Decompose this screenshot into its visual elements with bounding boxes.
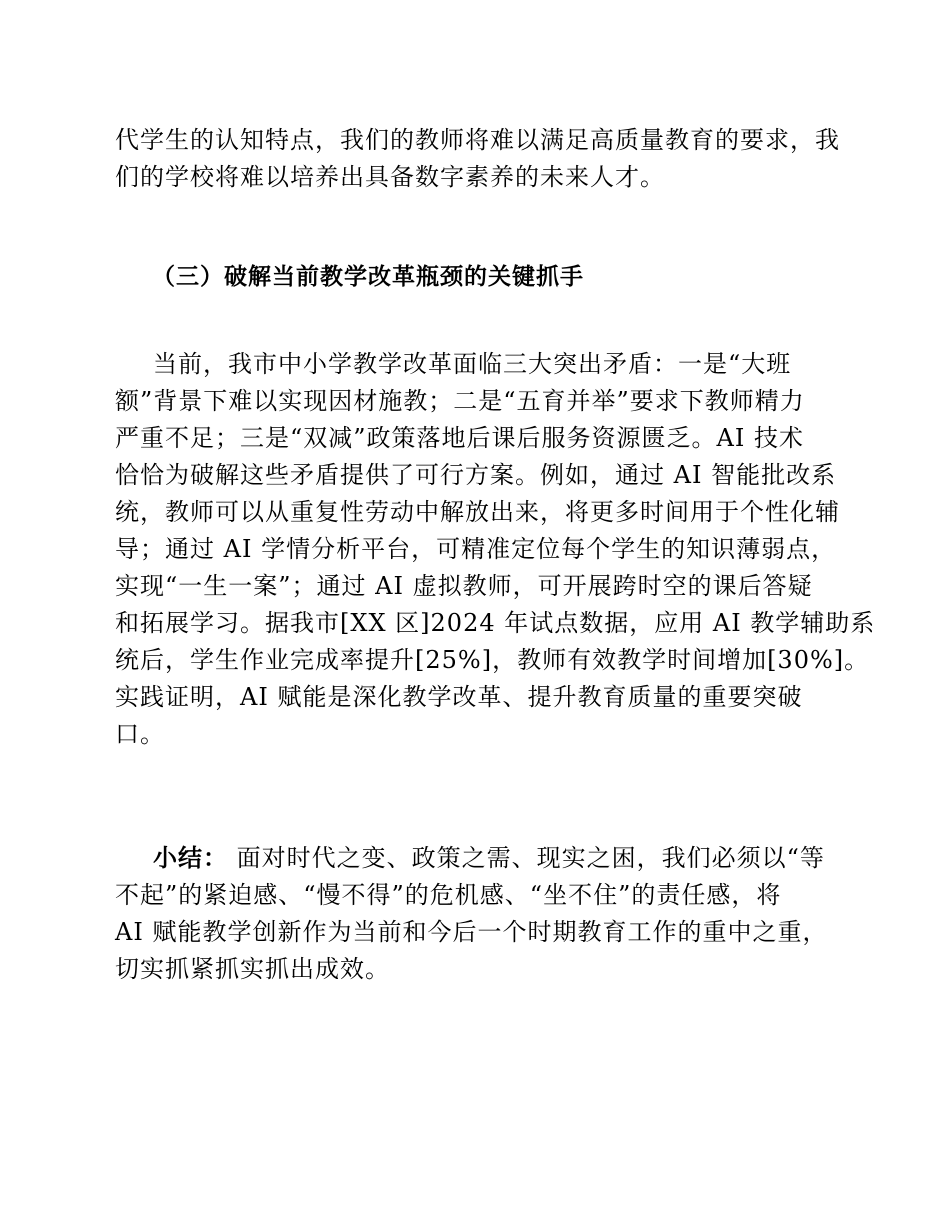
section-heading: （三）破解当前教学改革瓶颈的关键抓手 (152, 264, 584, 290)
summary-paragraph (115, 840, 840, 988)
paragraph-line: 实践证明，AI 赋能是深化教学改革、提升教育质量的重要突破 (115, 683, 803, 711)
paragraph-line: AI 赋能教学创新作为当前和今后一个时期教育工作的重中之重， (115, 918, 828, 946)
paragraph-line: 们的学校将难以培养出具备数字素养的未来人才。 (115, 163, 665, 191)
summary-first-line (115, 840, 840, 877)
paragraph-line: 导；通过 AI 学情分析平台，可精准定位每个学生的知识薄弱点， (115, 535, 837, 563)
paragraph-line: 统后，学生作业完成率提升[25%]，教师有效教学时间增加[30%]。 (115, 646, 870, 674)
summary-first-line-text: 面对时代之变、政策之需、现实之困，我们必须以“等 (236, 844, 825, 872)
paragraph-line: 额”背景下难以实现因材施教；二是“五育并举”要求下教师精力 (115, 387, 805, 415)
paragraph-line: 不起”的紧迫感、“慢不得”的危机感、“坐不住”的责任感，将 (115, 881, 782, 909)
paragraph-continuation (115, 122, 840, 196)
paragraph-line: 恰恰为破解这些矛盾提供了可行方案。例如，通过 AI 智能批改系 (115, 461, 837, 489)
paragraph-line: 当前，我市中小学教学改革面临三大突出矛盾：一是“大班 (153, 350, 792, 378)
paragraph-main (115, 346, 876, 753)
paragraph-line: 和拓展学习。据我市[XX 区]2024 年试点数据，应用 AI 教学辅助系 (115, 609, 876, 637)
paragraph-line: 实现“一生一案”；通过 AI 虚拟教师，可开展跨时空的课后答疑 (115, 572, 813, 600)
paragraph-line: 口。 (115, 720, 165, 748)
paragraph-line: 严重不足；三是“双减”政策落地后课后服务资源匮乏。AI 技术 (115, 424, 804, 452)
paragraph-line: 代学生的认知特点，我们的教师将难以满足高质量教育的要求，我 (115, 126, 840, 154)
paragraph-line: 切实抓紧抓实抓出成效。 (115, 955, 390, 983)
paragraph-line: 统，教师可以从重复性劳动中解放出来，将更多时间用于个性化辅 (115, 498, 840, 526)
summary-label: 小结： (153, 844, 228, 872)
